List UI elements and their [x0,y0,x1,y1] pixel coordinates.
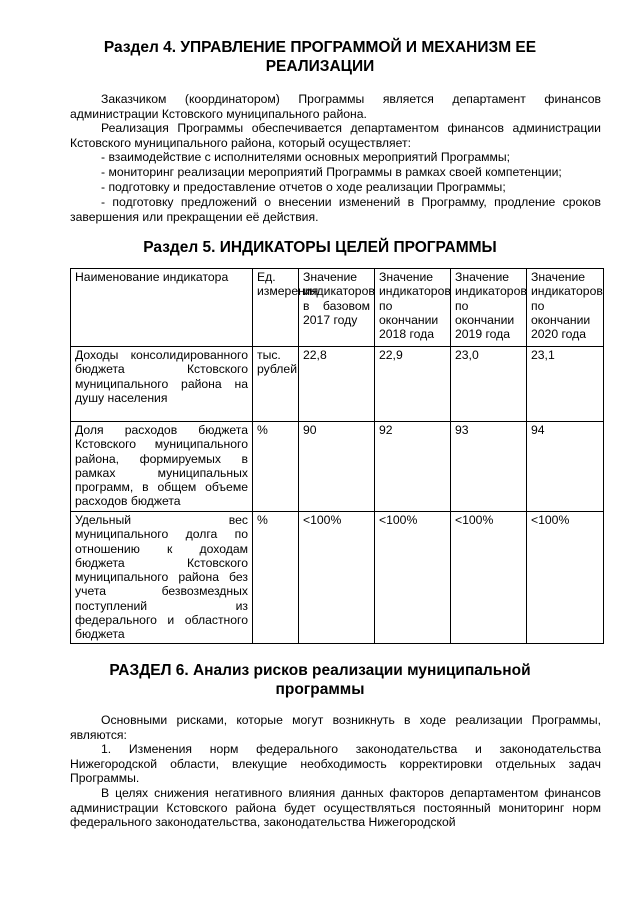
section-4-paragraph-1: Заказчиком (координатором) Программы является департамент финансов администрации Кстовского муниципального района. [70,92,601,121]
table-header-row [71,269,604,347]
table-row [71,422,604,512]
value-cell: 90 [299,422,375,512]
section-6-paragraph-1: Основными рисками, которые могут возникнуть в ходе реализации Программы, являются: [70,713,601,742]
indicator-name-cell: Доля расходов бюджета Кстовского муниципального района, формируемых в рамках муниципальных программ, в общем объеме расходов бюджета [71,422,253,512]
value-cell: <100% [299,512,375,644]
value-cell: 93 [451,422,527,512]
table-header-cell: Значение индикаторов по окончании 2020 года [527,269,604,347]
value-cell: 92 [375,422,451,512]
table-header-cell: Значение индикаторов по окончании 2019 года [451,269,527,347]
value-cell: 94 [527,422,604,512]
section-4-list-item: - взаимодействие с исполнителями основных мероприятий Программы; [101,150,511,164]
value-cell: <100% [527,512,604,644]
section-6-paragraph-2: 1. Изменения норм федерального законодательства и законодательства Нижегородской области, влекущие необходимость корректировки отдельных задач Программы. [70,742,601,786]
indicator-name-cell: Доходы консолидированного бюджета Кстовского муниципального района на душу населения [71,347,253,422]
section-4-paragraph-2: Реализация Программы обеспечивается департаментом финансов администрации Кстовского муниципального района, который осуществляет: [70,121,601,150]
value-cell: 22,9 [375,347,451,422]
value-cell: 22,8 [299,347,375,422]
section-5-title: Раздел 5. ИНДИКАТОРЫ ЦЕЛЕЙ ПРОГРАММЫ [143,239,497,256]
section-4-list-item: - подготовку и предоставление отчетов о ходе реализации Программы; [101,180,506,194]
table-header-cell: Ед. измерения [253,269,299,347]
section-4-list-item: - мониторинг реализации мероприятий Программы в рамках своей компетенции; [101,165,562,179]
indicators-table [70,268,604,644]
value-cell: 23,0 [451,347,527,422]
table-row [71,512,604,644]
table-row [71,347,604,422]
table-header-cell: Значение индикаторов в базовом 2017 году [299,269,375,347]
table-header-cell: Значение индикаторов по окончании 2018 года [375,269,451,347]
indicator-name-cell: Удельный вес муниципального долга по отношению к доходам бюджета Кстовского муниципального района без учета безвозмездных поступлений из федерального и областного бюджета [71,512,253,644]
section-6-title: РАЗДЕЛ 6. Анализ рисков реализации муниципальной программы [109,662,531,698]
section-4-list-item-last: - подготовку предложений о внесении изменений в Программу, продление сроков завершения или прекращении её действия. [70,195,601,224]
table-header-cell: Наименование индикатора [71,269,253,347]
unit-cell: % [253,422,299,512]
unit-cell: % [253,512,299,644]
unit-cell: тыс. рублей [253,347,299,422]
section-4-title: Раздел 4. УПРАВЛЕНИЕ ПРОГРАММОЙ И МЕХАНИЗМ ЕЕ РЕАЛИЗАЦИИ [103,39,537,75]
value-cell: 23,1 [527,347,604,422]
value-cell: <100% [375,512,451,644]
section-6-paragraph-3: В целях снижения негативного влияния данных факторов департаментом финансов администрации Кстовского района будет осуществляться постоянный мониторинг норм федерального законодательства, законодательства Нижегородской [70,786,601,830]
value-cell: <100% [451,512,527,644]
